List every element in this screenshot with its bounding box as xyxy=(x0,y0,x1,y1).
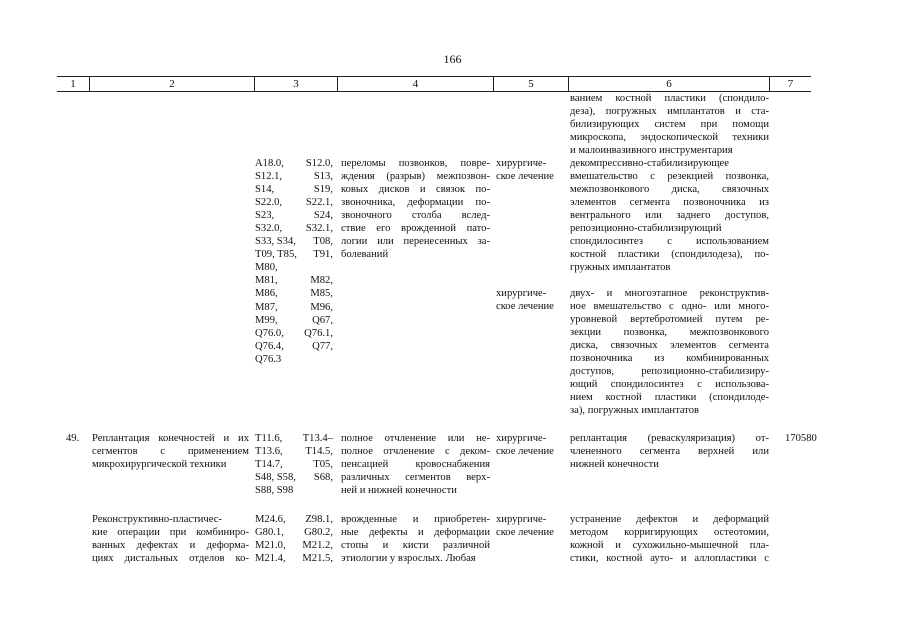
text-line: ское лечение xyxy=(496,446,554,458)
text-line: члененного сегмента верхней или xyxy=(570,446,769,458)
text-line: репозиционно-стабилизирующий xyxy=(570,223,722,235)
text-line: циях дистальных отделов ко- xyxy=(92,553,249,565)
code: M21.0, xyxy=(255,540,286,552)
text-line: этиологии у взрослых. Любая xyxy=(341,553,476,565)
text-line: ванием костной пластики (спондило- xyxy=(570,93,769,104)
code: M81, xyxy=(255,275,278,287)
text-line: зекции позвонка, межпозвонкового xyxy=(570,327,769,339)
text-line: межпозвонкового диска, связочных xyxy=(570,184,769,196)
code: T08, xyxy=(313,236,333,248)
text-line: спондилосинтез с использованием xyxy=(570,236,769,248)
text-line: переломы позвонков, повре- xyxy=(341,158,490,169)
diagnosis-next xyxy=(341,513,490,565)
text-line: ковых дисков и связок по- xyxy=(341,184,490,196)
text-line: ствие его врожденной пато- xyxy=(341,223,490,235)
text-line: кожной и сухожильно-мышечной пла- xyxy=(570,540,769,552)
text-line: полное отчленение или не- xyxy=(341,433,490,444)
text-line: сегментов с применением xyxy=(92,446,249,458)
code: S12.0, xyxy=(305,158,333,169)
code: M82, xyxy=(310,275,333,287)
text-line: стики, костной ауто- и аллопластики с xyxy=(570,553,769,565)
text-line: методом корригирующих остеотомии, xyxy=(570,527,769,539)
text-line: нижней конечности xyxy=(570,459,659,471)
code: Q76.1, xyxy=(304,327,333,339)
method-continuation xyxy=(570,92,769,157)
text-line: двух- и многоэтапное реконструктив- xyxy=(570,288,769,299)
code: T13.4– xyxy=(302,433,333,444)
text-line: доступов, репозиционно-стабилизиру- xyxy=(570,366,769,378)
code: S48, S58, xyxy=(255,472,296,484)
treatment-type-2 xyxy=(496,287,554,313)
text-line: билизирующих систем при помощи xyxy=(570,119,769,131)
code: S32.1, xyxy=(305,223,333,235)
code: T09, T85, xyxy=(255,249,297,261)
text-line: уровневой вертебротомией путем ре- xyxy=(570,314,769,326)
method-next xyxy=(570,513,769,565)
code: M21.2, xyxy=(302,540,333,552)
code: T14.5, xyxy=(305,446,333,458)
code: T13.6, xyxy=(255,446,283,458)
text-line: ванных дефектах и деформа- xyxy=(92,540,249,552)
code: Q67, xyxy=(312,314,333,326)
code: S22.0, xyxy=(255,197,283,209)
row-number: 49. xyxy=(66,433,80,444)
icd-codes-next xyxy=(255,513,333,565)
icd-codes-49 xyxy=(255,432,333,497)
text-line: врожденные и приобретен- xyxy=(341,514,490,525)
method-2 xyxy=(570,287,769,417)
text-line: стопы и кисти различной xyxy=(341,540,490,552)
code: G80.1, xyxy=(255,527,284,539)
text-line: пенсацией кровоснабжения xyxy=(341,459,490,471)
code: M21.4, xyxy=(255,553,286,565)
method-1 xyxy=(570,157,769,274)
page-number: 166 xyxy=(443,52,462,66)
code: S32.0, xyxy=(255,223,283,235)
code: M24.6, xyxy=(255,514,286,525)
treatment-type-49 xyxy=(496,432,554,458)
code: S24, xyxy=(313,210,333,222)
text-line: хирургиче- xyxy=(496,288,547,299)
code: Q76.0, xyxy=(255,327,284,339)
text-line: декомпрессивно-стабилизирующее xyxy=(570,158,729,169)
text-line: кие операции при комбиниро- xyxy=(92,527,249,539)
text-line: деза), погружных имплантатов и ста- xyxy=(570,106,769,118)
procedure-name-next xyxy=(92,513,249,565)
text-line: позвоночника из комбинированных xyxy=(570,353,769,365)
text-line: диска, связочных элементов сегмента xyxy=(570,340,769,352)
text-line: хирургиче- xyxy=(496,514,547,525)
text-line: вмешательство с резекцией позвонка, xyxy=(570,171,769,183)
text-line: хирургиче- xyxy=(496,158,547,169)
code: Q76.4, xyxy=(255,340,284,352)
text-line: вентрального или заднего доступов, xyxy=(570,210,769,222)
text-line: микрохирургической техники xyxy=(92,459,227,471)
code: M21.5, xyxy=(302,553,333,565)
text-line: звоночного столба вслед- xyxy=(341,210,490,222)
text-line: реплантация (реваскуляризация) от- xyxy=(570,433,769,444)
code: S22.1, xyxy=(305,197,333,209)
text-line: ное вмешательство с одно- или много- xyxy=(570,301,769,313)
code: M99, xyxy=(255,314,278,326)
col-header-7: 7 xyxy=(787,78,794,90)
text-line: элементов сегмента позвоночника из xyxy=(570,197,769,209)
text-line: болеваний xyxy=(341,249,389,261)
code: M80, xyxy=(255,262,278,274)
code: S88, S98 xyxy=(255,485,294,497)
code: S13, xyxy=(313,171,333,183)
code: S19, xyxy=(313,184,333,196)
code: T05, xyxy=(313,459,333,471)
table-header-row xyxy=(57,76,811,92)
text-line: устранение дефектов и деформаций xyxy=(570,514,769,525)
code: M85, xyxy=(310,288,333,300)
col-header-5: 5 xyxy=(528,78,534,90)
method-49 xyxy=(570,432,769,471)
code: M86, xyxy=(255,288,278,300)
text-line: костной пластики (спондилодеза), по- xyxy=(570,249,769,261)
code: G80.2, xyxy=(304,527,333,539)
text-line: полное отчленение с деком- xyxy=(341,446,490,458)
treatment-type-1 xyxy=(496,157,554,183)
code: T91, xyxy=(313,249,333,261)
code: M87, xyxy=(255,301,278,313)
text-line: Реплантация конечностей и их xyxy=(92,433,249,444)
text-line: ское лечение xyxy=(496,527,554,539)
text-line: микроскопа, эндоскопической техники xyxy=(570,132,769,144)
code: A18.0, xyxy=(255,158,284,169)
diagnosis-spine xyxy=(341,157,490,261)
code: S23, xyxy=(255,210,275,222)
col-header-3: 3 xyxy=(293,78,299,90)
text-line: и малоинвазивного инструментария xyxy=(570,145,733,157)
icd-codes-spine xyxy=(255,157,333,366)
code: T14.7, xyxy=(255,459,283,471)
cost-49: 170580 xyxy=(785,433,817,444)
col-header-2: 2 xyxy=(169,78,175,90)
text-line: ское лечение xyxy=(496,301,554,313)
text-line: ные дефекты и деформации xyxy=(341,527,490,539)
code: Z98.1, xyxy=(305,514,333,525)
diagnosis-49 xyxy=(341,432,490,497)
code: S68, xyxy=(313,472,333,484)
col-header-6: 6 xyxy=(666,78,672,90)
text-line: хирургиче- xyxy=(496,433,547,444)
code: T11.6, xyxy=(255,433,283,444)
code: S12.1, xyxy=(255,171,283,183)
text-line: Реконструктивно-пластичес- xyxy=(92,514,222,525)
procedure-name-49 xyxy=(92,432,249,471)
col-header-1: 1 xyxy=(70,78,76,90)
treatment-type-next xyxy=(496,513,554,539)
col-header-4: 4 xyxy=(412,78,419,90)
text-line: нием костной пластики (спондилоде- xyxy=(570,392,769,404)
text-line: ждения (разрыв) межпозвон- xyxy=(341,171,490,183)
code: M96, xyxy=(310,301,333,313)
text-line: различных сегментов верх- xyxy=(341,472,490,484)
text-line: гружных имплантатов xyxy=(570,262,671,274)
text-line: ское лечение xyxy=(496,171,554,183)
code: Q77, xyxy=(312,340,333,352)
text-line: за), погружных имплантатов xyxy=(570,405,700,417)
text-line: звоночника, деформации по- xyxy=(341,197,490,209)
text-line: ющий спондилосинтез с использова- xyxy=(570,379,769,391)
code: Q76.3 xyxy=(255,353,282,365)
text-line: ней и нижней конечности xyxy=(341,485,457,497)
text-line: логии или перенесенных за- xyxy=(341,236,490,248)
code: S14, xyxy=(255,184,275,196)
code: S33, S34, xyxy=(255,236,296,248)
